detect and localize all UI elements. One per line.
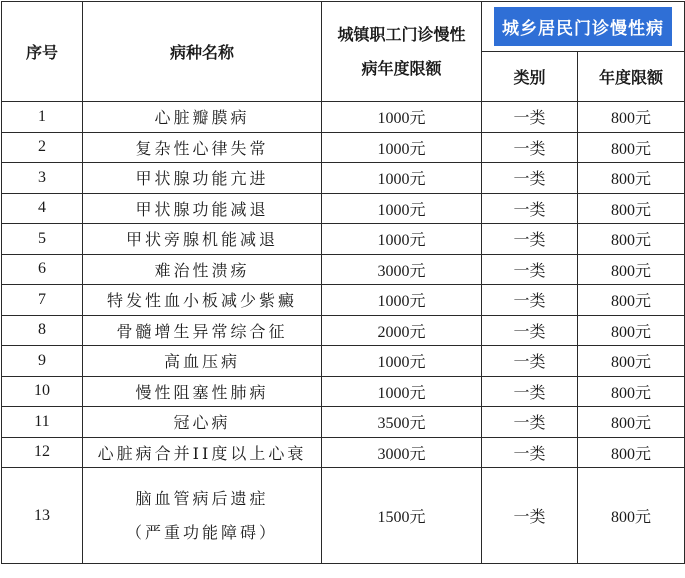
row-disease-name: 心脏瓣膜病 [83,102,322,133]
row-category: 一类 [482,224,578,255]
row-disease-name: 特发性血小板减少紫癜 [83,285,322,316]
table-row [2,437,685,468]
row-resident-limit: 800元 [578,254,685,285]
row-no: 5 [2,224,83,255]
row-no: 11 [2,407,83,438]
row-no: 13 [2,468,83,564]
row-employee-limit: 3000元 [322,437,482,468]
row-disease-name: 甲状旁腺机能减退 [83,224,322,255]
row-disease-name: 高血压病 [83,346,322,377]
table-row [2,224,685,255]
header-resident-group [482,2,685,52]
row-category: 一类 [482,315,578,346]
resident-group-highlight: 城乡居民门诊慢性病 [494,7,672,46]
table-row [2,346,685,377]
table-row [2,132,685,163]
row-employee-limit: 2000元 [322,315,482,346]
table-row [2,193,685,224]
header-employee-limit: 城镇职工门诊慢性病年度限额 [322,2,482,102]
row-employee-limit: 3000元 [322,254,482,285]
row-no: 7 [2,285,83,316]
row-employee-limit: 1000元 [322,163,482,194]
row-disease-name: 冠心病 [83,407,322,438]
row-disease-name: 难治性溃疡 [83,254,322,285]
row-no: 8 [2,315,83,346]
row-disease-name: 甲状腺功能亢进 [83,163,322,194]
table-row [2,102,685,133]
chronic-disease-limit-table [1,1,685,564]
row-disease-name-line2: （严重功能障碍） [125,522,278,542]
row-employee-limit: 1000元 [322,285,482,316]
row-resident-limit: 800元 [578,285,685,316]
row-category: 一类 [482,468,578,564]
table-row [2,254,685,285]
row-no: 10 [2,376,83,407]
row-resident-limit: 800元 [578,102,685,133]
table-row [2,407,685,438]
row-disease-name: 骨髓增生异常综合征 [83,315,322,346]
row-employee-limit: 1000元 [322,102,482,133]
row-category: 一类 [482,102,578,133]
row-disease-name: 心脏病合并II度以上心衰 [83,437,322,468]
row-employee-limit: 1500元 [322,468,482,564]
row-resident-limit: 800元 [578,376,685,407]
row-employee-limit: 1000元 [322,193,482,224]
header-resident-limit: 年度限额 [578,52,685,102]
table-row [2,315,685,346]
row-disease-name-line1: 脑血管病后遗症 [135,488,269,508]
row-resident-limit: 800元 [578,163,685,194]
row-employee-limit: 3500元 [322,407,482,438]
row-no: 9 [2,346,83,377]
row-resident-limit: 800元 [578,407,685,438]
row-employee-limit: 1000元 [322,132,482,163]
row-category: 一类 [482,285,578,316]
row-category: 一类 [482,376,578,407]
table-row [2,163,685,194]
row-category: 一类 [482,132,578,163]
row-category: 一类 [482,346,578,377]
row-resident-limit: 800元 [578,437,685,468]
row-resident-limit: 800元 [578,346,685,377]
row-disease-name: 慢性阻塞性肺病 [83,376,322,407]
header-category: 类别 [482,52,578,102]
row-resident-limit: 800元 [578,315,685,346]
row-no: 4 [2,193,83,224]
row-no: 1 [2,102,83,133]
row-disease-name: 甲状腺功能减退 [83,193,322,224]
row-employee-limit: 1000元 [322,224,482,255]
header-no: 序号 [2,2,83,102]
row-no: 12 [2,437,83,468]
table-row [2,285,685,316]
row-category: 一类 [482,163,578,194]
row-disease-name [83,468,322,564]
row-category: 一类 [482,254,578,285]
table-row [2,376,685,407]
row-resident-limit: 800元 [578,468,685,564]
row-employee-limit: 1000元 [322,346,482,377]
row-resident-limit: 800元 [578,193,685,224]
row-employee-limit: 1000元 [322,376,482,407]
row-no: 3 [2,163,83,194]
row-category: 一类 [482,407,578,438]
row-resident-limit: 800元 [578,132,685,163]
row-category: 一类 [482,193,578,224]
row-disease-name: 复杂性心律失常 [83,132,322,163]
row-category: 一类 [482,437,578,468]
row-no: 2 [2,132,83,163]
header-disease-name: 病种名称 [83,2,322,102]
table-row [2,468,685,564]
row-no: 6 [2,254,83,285]
row-resident-limit: 800元 [578,224,685,255]
